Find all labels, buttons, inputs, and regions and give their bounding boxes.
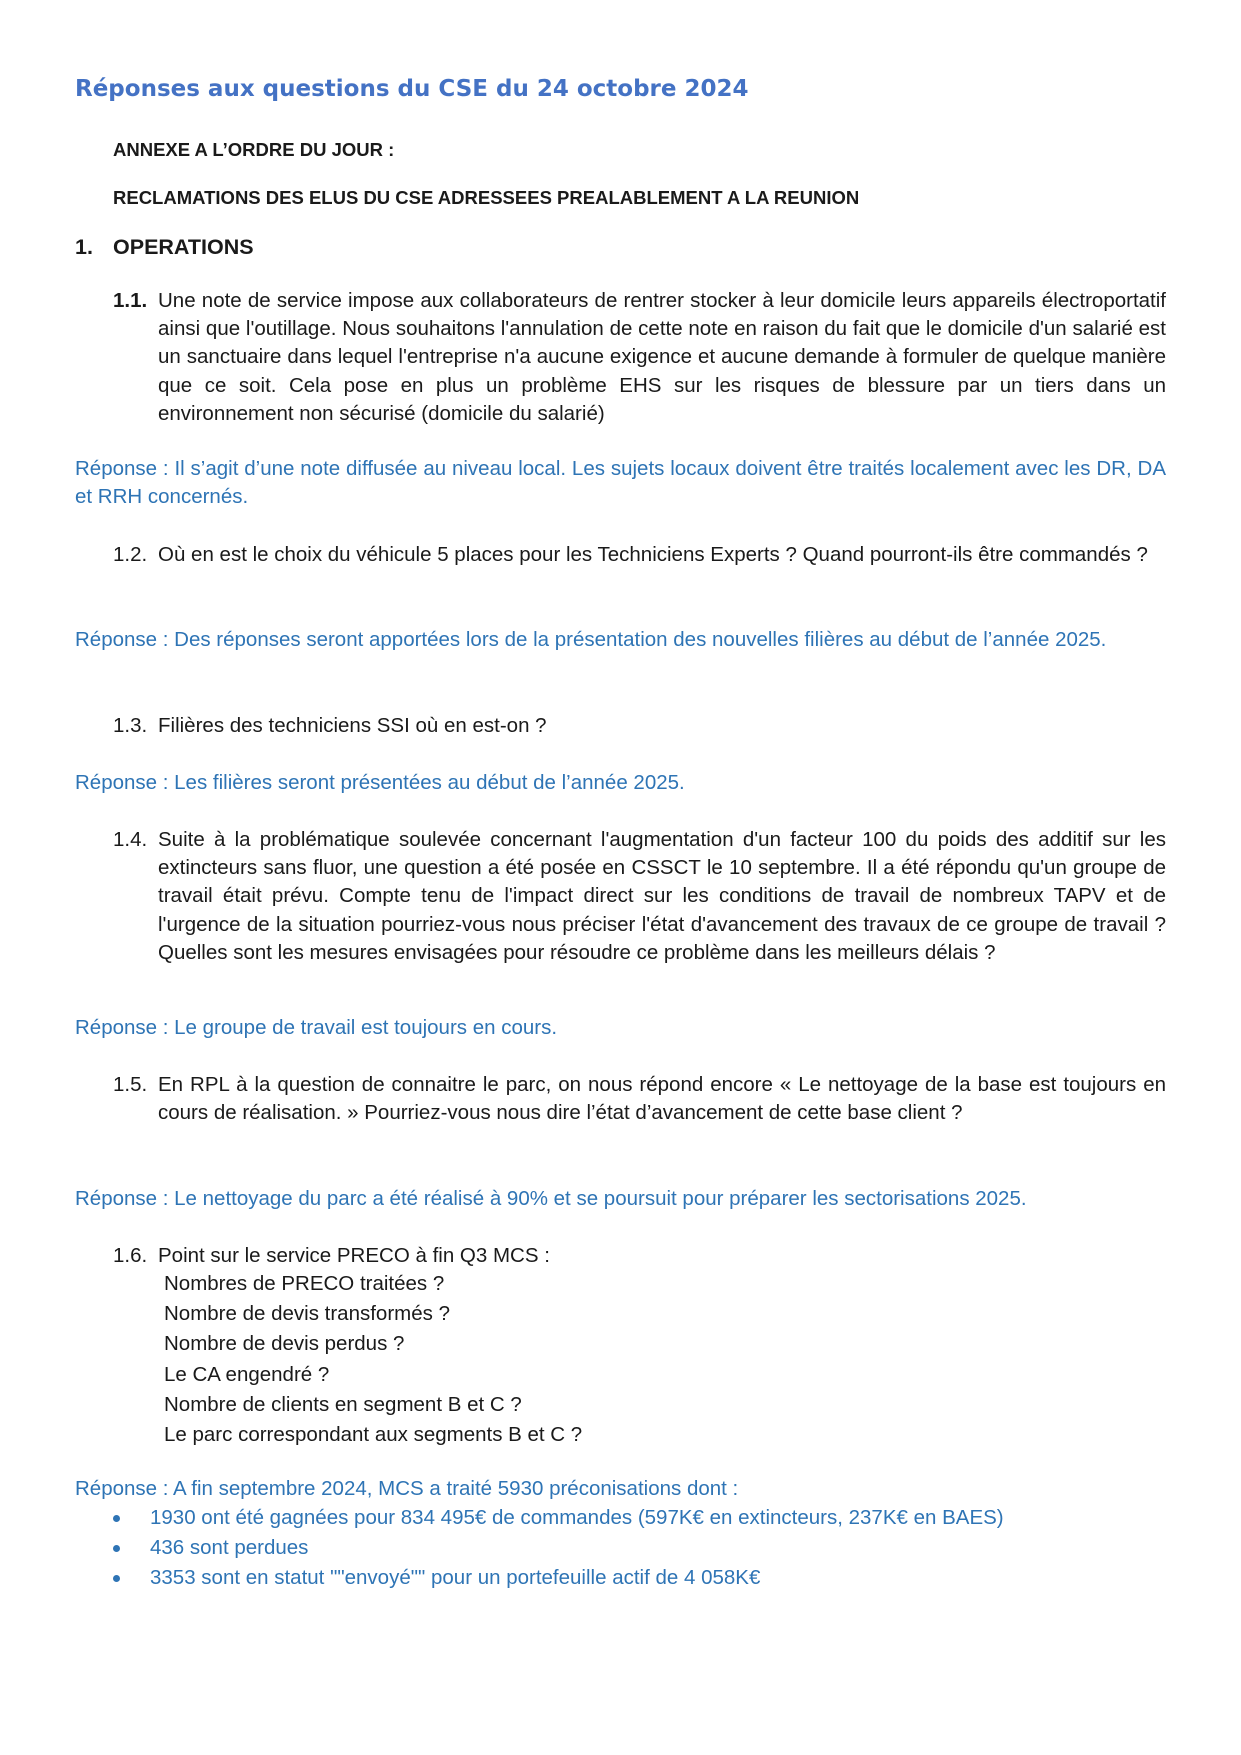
question-1-4	[113, 826, 1166, 967]
section-title: OPERATIONS	[113, 235, 254, 259]
question-text: Filières des techniciens SSI où en est-on ?	[158, 714, 547, 737]
bullet-icon	[113, 1575, 120, 1582]
bullet-text: 1930 ont été gagnées pour 834 495€ de commandes (597K€ en extincteurs, 237K€ en BAES)	[150, 1506, 1004, 1529]
bullet-text: 3353 sont en statut ""envoyé"" pour un portefeuille actif de 4 058K€	[150, 1566, 761, 1589]
question-text: Où en est le choix du véhicule 5 places pour les Techniciens Experts ? Quand pourront-ils être commandés ?	[158, 543, 1148, 566]
question-1-3	[113, 712, 1166, 740]
question-text: Une note de service impose aux collaborateurs de rentrer stocker à leur domicile leurs appareils électroportatif ainsi que l'outillage. Nous souhaitons l'annulation de cette note en raison du fait que le domicile d'un salarié est un sanctuaire dans lequel l'entreprise n'a aucune exigence et aucune demande à formuler de quelque manière que ce soit. Cela pose en plus un problème EHS sur les risques de blessure par un tiers dans un environnement non sécurisé (domicile du salarié)	[158, 289, 1166, 425]
bullet-icon	[113, 1545, 120, 1552]
bullet-icon	[113, 1515, 120, 1522]
bullet-text: 436 sont perdues	[150, 1536, 309, 1559]
subitem: Nombres de PRECO traitées ?	[164, 1272, 445, 1295]
list-item	[110, 1563, 1004, 1593]
subitem: Le parc correspondant aux segments B et C ?	[164, 1423, 583, 1447]
question-1-6-subitems	[164, 1269, 582, 1450]
answer-1-6: Réponse : A fin septembre 2024, MCS a traité 5930 préconisations dont :	[75, 1477, 739, 1500]
section-number: 1.	[75, 235, 93, 259]
question-text: Suite à la problématique soulevée concernant l'augmentation d'un facteur 100 du poids des additif sur les extincteurs sans fluor, une question a été posée en CSSCT le 10 septembre. Il a été répondu qu'un groupe de travail était prévu. Compte tenu de l'impact direct sur les conditions de travail de nombreux TAPV et de l'urgence de la situation pourriez-vous nous préciser l'état d'avancement des travaux de ce groupe de travail ? Quelles sont les mesures envisagées pour résoudre ce problème dans les meilleurs délais ?	[158, 828, 1166, 964]
question-number: 1.3.	[113, 714, 148, 737]
answer-1-2: Réponse : Des réponses seront apportées lors de la présentation des nouvelles filières au début de l’année 2025.	[75, 628, 1107, 651]
question-number: 1.2.	[113, 543, 148, 566]
question-number: 1.5.	[113, 1073, 148, 1096]
subitem: Nombre de devis transformés ?	[164, 1302, 450, 1326]
question-number: 1.4.	[113, 828, 148, 851]
question-text: En RPL à la question de connaitre le parc, on nous répond encore « Le nettoyage de la base est toujours en cours de réalisation. » Pourriez-vous nous dire l’état d’avancement de cette base client ?	[158, 1073, 1166, 1125]
question-number: 1.1.	[113, 289, 148, 312]
question-1-2	[113, 541, 1166, 569]
answer-1-5: Réponse : Le nettoyage du parc a été réalisé à 90% et se poursuit pour préparer les sectorisations 2025.	[75, 1187, 1027, 1210]
answer-1-4: Réponse : Le groupe de travail est toujours en cours.	[75, 1016, 558, 1039]
annexe-heading: ANNEXE A L’ORDRE DU JOUR :	[113, 139, 395, 160]
section-heading	[75, 235, 254, 260]
question-1-1	[113, 287, 1166, 428]
question-1-5	[113, 1071, 1166, 1127]
answer-1-6-bullets	[110, 1503, 1004, 1593]
list-item	[110, 1503, 1004, 1533]
answer-1-3: Réponse : Les filières seront présentées au début de l’année 2025.	[75, 771, 685, 794]
subitem: Nombre de clients en segment B et C ?	[164, 1392, 522, 1416]
question-1-6	[113, 1242, 1166, 1270]
reclamations-heading: RECLAMATIONS DES ELUS DU CSE ADRESSEES PREALABLEMENT A LA REUNION	[113, 187, 860, 208]
answer-1-1: Réponse : Il s’agit d’une note diffusée au niveau local. Les sujets locaux doivent être traités localement avec les DR, DA et RRH concernés.	[75, 457, 1166, 509]
subitem: Le CA engendré ?	[164, 1362, 330, 1386]
question-text: Point sur le service PRECO à fin Q3 MCS :	[158, 1244, 550, 1267]
question-number: 1.6.	[113, 1244, 148, 1267]
list-item	[110, 1533, 1004, 1563]
subitem: Nombre de devis perdus ?	[164, 1332, 405, 1356]
document-title: Réponses aux questions du CSE du 24 octobre 2024	[75, 76, 749, 102]
